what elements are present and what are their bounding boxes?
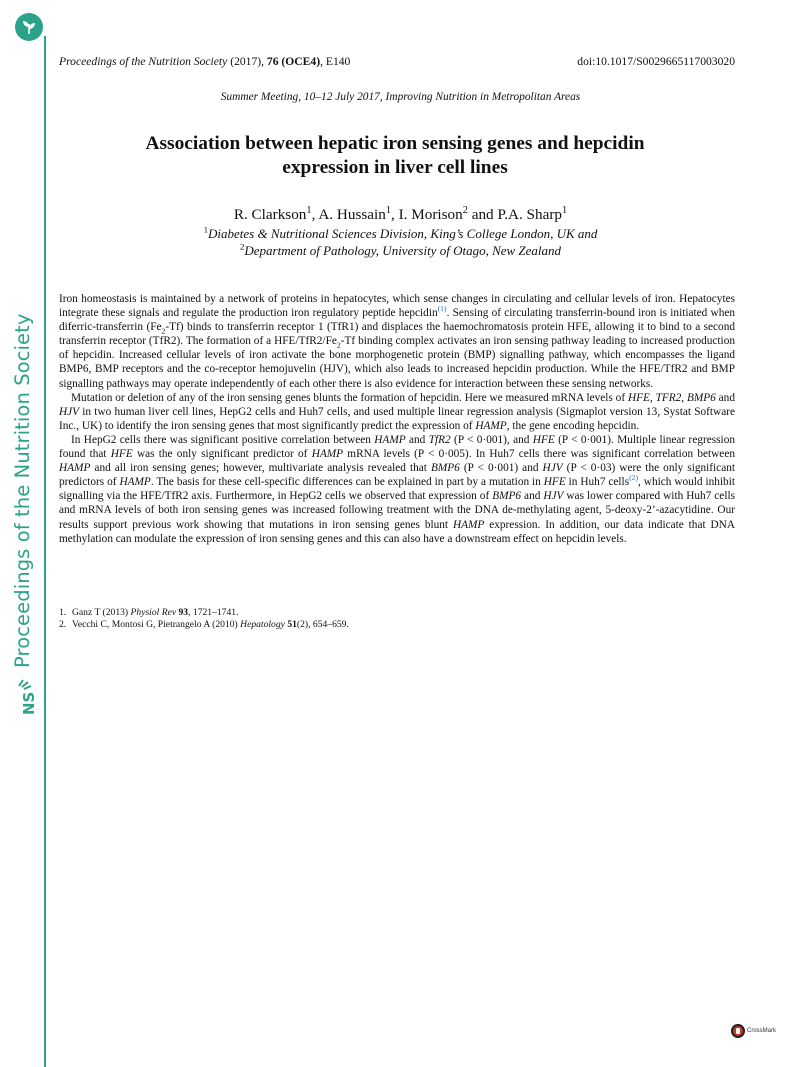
citation-link[interactable]: (2)	[629, 473, 639, 483]
abstract-paragraph: Iron homeostasis is maintained by a network of proteins in hepatocytes, which sense changes in circulating and cellular levels of iron. Hepatocytes integrate these signals and regulate the production iron regulatory peptide hepcidin$^{(1)}$. Sensing of circulating transferrin-bound iron is initiated when diferric-transferrin $(Fe_2-Tf)$ binds to transferrin receptor 1 (TfR1) and displaces the haemochromatosis protein HFE, allowing it to bind to a second transferrin receptor (TfR2). The formation of a HFE/$TfR2/Fe_2-Tf$ binding complex activates an iron sensing pathway leading to increased production of hepcidin. Increased cellular levels of iron activate the bone morphogenetic protein (BMP) signalling pathway, which encompasses the ligand BMP6, BMP receptors and the co-receptor hemojuvelin (HJV), which also leads to increased hepcidin production. While the HFE/TfR2 and BMP signalling pathways may operate independently of each other there is also evidence for interaction between these sensing networks.	[59, 293, 736, 390]
meeting-line: Summer Meeting, 10–12 July 2017, Improving Nutrition in Metropolitan Areas	[220, 91, 581, 103]
journal-page: , E140	[320, 55, 351, 68]
author-name: R. Clarkson	[233, 206, 307, 223]
affiliation: $^1$Diabetes & Nutritional Sciences Division, King’s College London, UK and	[203, 224, 598, 241]
abstract-paragraph: Mutation or deletion of any of the iron sensing genes blunts the formation of hepcidin. Here we measured mRNA levels of HFE, TFR2, BMP6 and HJV in two human liver cell lines, HepG2 cells and Huh7 cells, and used multiple linear regression analysis (Sigmaplot version 13, Systat Software Inc., UK) to identify the iron sensing genes that most significantly predict the expression of HAMP, the gene encoding hepcidin.	[59, 391, 735, 432]
leaf-icon	[20, 18, 38, 36]
doi-link[interactable]: doi:10.1017/S0029665117003020	[577, 55, 735, 68]
ns-mark-text: NS	[20, 691, 38, 715]
author-name: A. Hussain	[318, 206, 386, 223]
abstract-paragraph: In HepG2 cells there was significant positive correlation between HAMP and TfR2 (P < 0·001), and HFE (P < 0·001). Multiple linear regression found that HFE was the only significant predictor of HAMP mRNA levels (P < 0·005). In Huh7 cells there was significant correlation between HAMP and all iron sensing genes; however, multivariate analysis revealed that BMP6 (P < 0·001) and HJV (P < 0·03) were the only significant predictors of HAMP. The basis for these cell-specific differences can be explained in part by a mutation in HFE in Huh7 cells$^{(2)}$, which would inhibit signalling via the HFE/TfR2 axis. Furthermore, in HepG2 cells we observed that expression of BMP6 and HJV was lower compared with Huh7 cells and mRNA levels of both iron sensing genes was increased following treatment with the DNA de-methylating agent, 5-deoxy-2’-azacytidine. Our results support previous work showing that mutations in iron sensing genes blunt HAMP expression. In addition, our data indicate that DNA methylation can modulate the expression of iron sensing genes and this can also have a downstream effect on hepcidin levels.	[59, 433, 735, 545]
ns-logo-mark	[13, 678, 43, 722]
sidebar-accent-line	[44, 36, 46, 1067]
journal-citation	[59, 55, 350, 68]
citation-link[interactable]: (1)	[437, 304, 447, 314]
journal-year: (2017),	[230, 55, 265, 68]
author-name: I. Morison	[398, 206, 463, 223]
reference-item: 2. Vecchi C, Montosi G, Pietrangelo A (2010) Hepatology 51(2), 654–659.	[59, 619, 349, 631]
author-affiliation-mark: 1	[306, 204, 312, 216]
crossmark-button[interactable]	[731, 1024, 776, 1038]
journal-volume: 76 (OCE4)	[266, 55, 321, 68]
journal-logo	[15, 13, 43, 41]
author-affiliation-mark: 1	[385, 204, 392, 216]
affiliation: $^2$Department of Pathology, University of Otago, New Zealand	[239, 241, 562, 258]
author-list: R. Clarkson$^1$, A. Hussain$^1$, I. Morison$^2$ and P.A. Sharp$^1$	[233, 204, 568, 223]
reference-list	[59, 607, 735, 632]
author-name: P.A. Sharp	[497, 206, 562, 223]
abstract-body	[59, 292, 735, 546]
author-affiliation-mark: 1	[562, 204, 568, 216]
reference-item: 1. Ganz T (2013) Physiol Rev 93, 1721–1741.	[59, 607, 239, 618]
journal-vertical-title: Proceedings of the Nutrition Society	[11, 313, 34, 668]
crossmark-label: CrossMark	[747, 1028, 777, 1034]
journal-name: Proceedings of the Nutrition Society	[59, 55, 228, 68]
author-affiliation-mark: 2	[462, 204, 468, 216]
article-title: Association between hepatic iron sensing genes and hepcidin expression in liver cell lines	[145, 133, 645, 178]
crossmark-icon	[731, 1024, 745, 1038]
